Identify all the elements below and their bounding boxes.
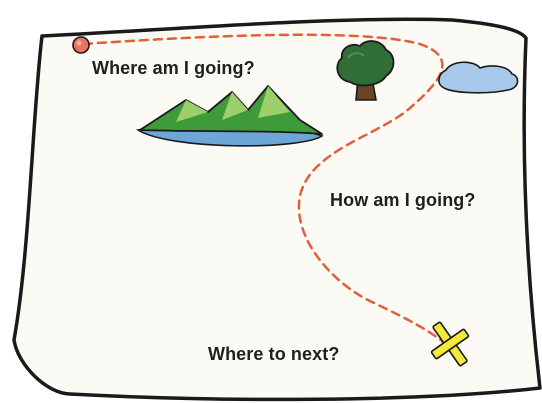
label-how-am-i-going: How am I going? (330, 190, 476, 210)
label-where-am-i-going: Where am I going? (92, 58, 255, 78)
label-where-to-next: Where to next? (208, 344, 340, 364)
start-marker-icon (73, 37, 89, 53)
